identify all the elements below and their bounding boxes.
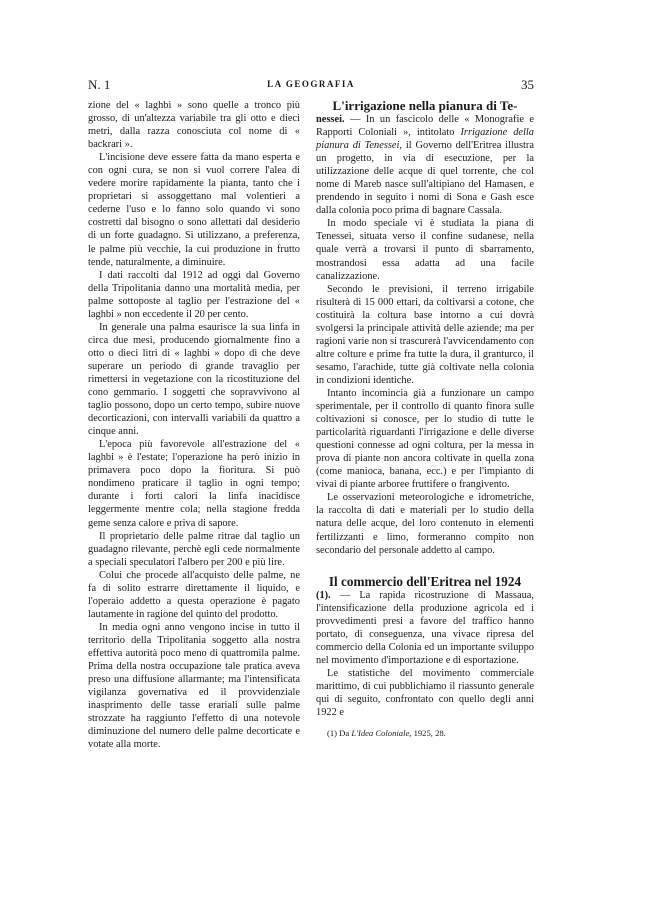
- footnote-source: L'Idea Coloniale,: [351, 728, 412, 739]
- paragraph: Le osservazioni meteorologiche e idrometriche, la raccolta di dati e materiali per lo studio della natura delle acque, del loro contenuto in elementi fertilizzanti e limo, formeranno compito non secondario del personale addetto al campo.: [316, 492, 534, 556]
- footnote: [316, 728, 534, 739]
- paragraph: Colui che procede all'acquisto delle palme, ne fa di solito estrarre direttamente il liquido, e l'operaio addetto a questa operazione è pagato lautamente in ragione del quinto del prodotto.: [88, 569, 300, 620]
- paragraph: Intanto incomincia già a funzionare un campo sperimentale, per il controllo di quanto finora sulle coltivazioni si conosce, per lo studio di tutte le particolarità riguardanti l'irrigazione e delle diverse questioni connesse ad ogni coltura, per la messa in prova di piante non ancora coltivate in quella zona (come manioca, banana, ecc.) e per l'impianto di vivai di piante arboree fruttifere o frangivento.: [316, 387, 534, 491]
- section-lead-paragraph: [316, 589, 534, 667]
- paragraph: L'epoca più favorevole all'estrazione del « laghbi » è l'estate; l'operazione ha però inizio in primavera poco dopo la fioritura. Si può nondimeno praticare il taglio in ogni tempo; durante i forti calori la linfa inacidisce leggermente mentre cola; nella stagione fredda geme senza calore e priva di sapore.: [88, 439, 300, 529]
- issue-number: N. 1: [88, 77, 111, 92]
- footnote-reference: (1).: [316, 589, 331, 601]
- page-number: 35: [521, 77, 534, 92]
- paragraph: I dati raccolti dal 1912 ad oggi dal Governo della Tripolitania danno una mortalità media, per palme sottoposte al taglio per l'estrazione del « laghbi » non eccedente il 20 per cento.: [88, 269, 300, 320]
- left-column: [88, 99, 300, 751]
- paragraph: In generale una palma esaurisce la sua linfa in circa due mesi, producendo giornalmente fino a otto o dieci litri di « laghbi » dopo di che deve superare un periodo di grande travaglio per rimettersi in vegetazione con la ricostituzione del cono gemmario. I soggetti che sopravvivono al taglio possono, dopo un certo tempo, subire nuove decorticazioni, con intervalli variabili da quattro a cinque anni.: [88, 321, 300, 438]
- section-title-commercio: Il commercio dell'Eritrea nel 1924: [328, 573, 522, 589]
- running-title: LA GEOGRAFIA: [267, 79, 355, 89]
- section-lead-paragraph: [316, 113, 534, 217]
- right-column: [316, 99, 534, 739]
- paragraph: In modo speciale vi è studiata la piana di Tenessei, situata verso il confine sudanese, nella quale verrà a trovarsi il punto di sbarramento, mostrandosi essa adatta ad una facile canalizzazione.: [316, 218, 534, 282]
- paragraph: Il proprietario delle palme ritrae dal taglio un guadagno rilevante, perchè egli cede normalmente a speciali speculatori l'albero per 200 e più lire.: [88, 530, 300, 568]
- paragraph: Secondo le previsioni, il terreno irrigabile risulterà di 15 000 ettari, da coltivarsi a cotone, che costituirà la coltura base intorno a cui dovrà svolgersi la principale attività delle aziende; ma per ragioni varie non si trascurerà l'avvicendamento con altre colture e prime fra tutte la dura, il granturco, il sesamo, l'arachide, tutte già coltivate nella colonia in condizioni identiche.: [316, 283, 534, 386]
- paragraph: L'incisione deve essere fatta da mano esperta e con ogni cura, se non si vuol correre l'alea di vedere morire rapidamente la pianta, tanto che i proprietari si assoggettano mal volentieri a cederne l'uso e lo fanno solo quando vi sono costretti dal bisogno o sono allettati dal desiderio di un forte guadagno. Si utilizzano, a preferenza, le palme più vecchie, la cui produzione in frutto tende, naturalmente, a diminuire.: [88, 152, 300, 268]
- footnote-suffix: 1925, 28.: [411, 728, 446, 739]
- paragraph: Le statistiche del movimento commerciale marittimo, di cui pubblichiamo il riassunto generale qui di seguito, confrontato con quello degli anni 1922 e: [316, 667, 534, 719]
- italic-title: Irrigazione della pianura di Tenessei,: [316, 127, 534, 152]
- paragraph: In media ogni anno vengono incise in tutto il territorio della Tripolitania soggetto alla nostra effettiva autorità poco meno di quattromila palme. Prima della nostra occupazione tale pratica aveva preso una diffusione allarmante; ma l'intensificata vigilanza governativa ed il provvidenziale inasprimento delle tasse erariali sulle palme strozzate ha raggiunto l'effetto di una notevole diminuzione del numero delle palme decorticate e votate alla morte.: [88, 621, 300, 751]
- section-title-irrigazione: L'irrigazione nella pianura di Te-: [332, 98, 518, 113]
- lead-text-continued: il Governo dell'Eritrea illustra un progetto, in via di esecuzione, per la utilizzazione delle acque di quel torrente, che col nome di Mareb nasce sull'altipiano del Hamasen, e prendendo in seguito i nomi di Sona e Gash esce dalla colonia poco prima di bagnare Cassala.: [316, 140, 534, 217]
- footnote-prefix: (1) Da: [327, 728, 352, 739]
- lead-text: — In un fascicolo delle « Monografie e Rapporti Coloniali », intitolato: [316, 114, 534, 139]
- section-lead-word: nessei.: [316, 114, 345, 125]
- lead-text: — La rapida ricostruzione di Massaua, l'intensificazione della produzione agricola ed i provvedimenti presi a favore del traffico hanno portato, di conseguenza, una vivace ripresa del commercio della Colonia ed un importante sviluppo nel movimento d'importazione e di esportazione.: [316, 589, 534, 666]
- page-header: [88, 77, 534, 93]
- paragraph: zione del « laghbi » sono quelle a tronco più grosso, di un'altezza variabile tra gli otto e dieci metri, dalla razza conosciuta col nome di « backrari ».: [88, 100, 300, 151]
